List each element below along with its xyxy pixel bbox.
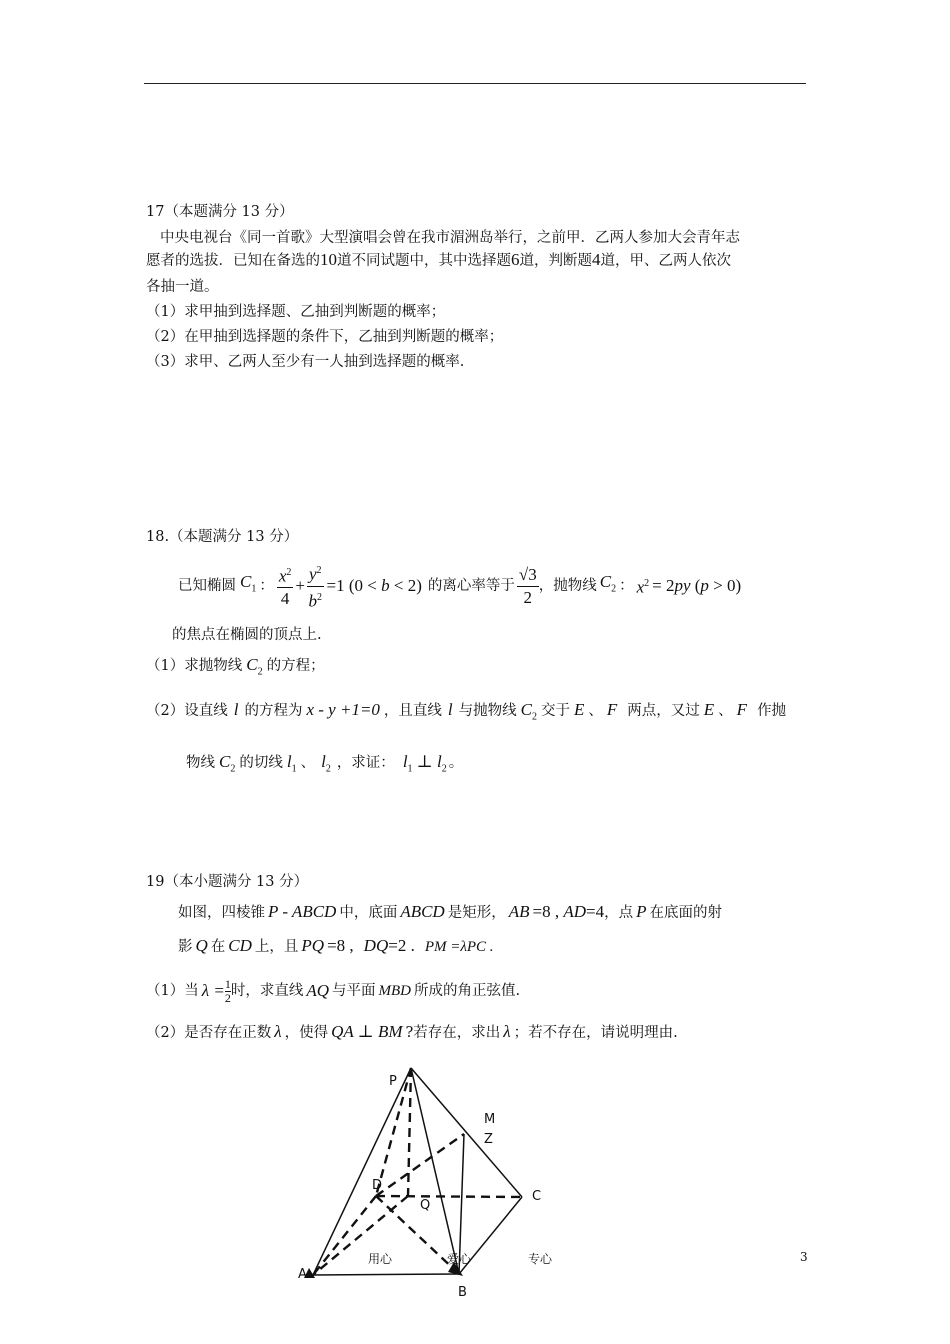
label-A: A bbox=[298, 1267, 307, 1282]
fraction-y2-b2: $\frac{y^2}{b^2}$ bbox=[307, 560, 324, 612]
q17-part2: （2）在甲抽到选择题的条件下，乙抽到判断题的概率； bbox=[146, 329, 504, 345]
q17-part1: （1）求甲抽到选择题、乙抽到判断题的概率； bbox=[146, 304, 446, 320]
label-M: M bbox=[484, 1112, 496, 1127]
q18-line2: 的焦点在椭圆的顶点上. bbox=[172, 627, 322, 643]
footer-word-1: 用心 bbox=[368, 1252, 393, 1266]
dashed-DC bbox=[376, 1196, 522, 1197]
label-D: D bbox=[372, 1178, 383, 1193]
dashed-PQ bbox=[408, 1068, 411, 1196]
label-B: B bbox=[458, 1285, 467, 1300]
label-C: C bbox=[532, 1189, 542, 1204]
edge-PC bbox=[411, 1068, 522, 1197]
page-number: 3 bbox=[800, 1250, 808, 1264]
q19-line1: 如图，四棱锥 P - ABCD 中，底面 ABCD 是矩形， AB =8 , AD=4，点 P 在底面的射 bbox=[178, 902, 722, 921]
q17-part3: （3）求甲、乙两人至少有一人抽到选择题的概率. bbox=[146, 354, 465, 370]
q19-title: 19（本小题满分 13 分） bbox=[146, 874, 309, 890]
q17-title: 17（本题满分 13 分） bbox=[146, 204, 294, 220]
label-Q: Q bbox=[420, 1198, 431, 1213]
q17-line1: 中央电视台《同一首歌》大型演唱会曾在我市湄洲岛举行，之前甲．乙两人参加大会青年志 bbox=[160, 230, 740, 246]
q19-part1: （1）当 λ = $\frac{1}{2}$ 时，求直线 AQ 与平面 MBD 所成的角正弦值. bbox=[146, 976, 521, 1005]
q18-part2-line2: 物线 $C_2$ 的切线 $l_1$ 、 $l_2$ ，求证： $l_1$ ⊥ $l_2$ 。 bbox=[186, 752, 464, 775]
edge-PB bbox=[411, 1068, 459, 1274]
q18-part2-line1: （2）设直线 l 的方程为 x - y +1=0 ，且直线 l 与抛物线 $C_2$ 交于 E 、 F 两点，又过 E 、 F 作抛 bbox=[146, 700, 787, 723]
dashed-QA bbox=[313, 1196, 408, 1275]
label-P: P bbox=[389, 1074, 397, 1089]
q18-title: 18.（本题满分 13 分） bbox=[146, 529, 299, 545]
fraction-one-half: $\frac{1}{2}$ bbox=[224, 976, 231, 1005]
q18-statement: 已知椭圆 $C_1$ ： $\frac{x^2}{4}$ + $\frac{y^2}{b^2}$ =1 (0 < b < 2) 的离心率等于 $\frac{√3}{2}$ ，抛物线 $C_2$ ： $x^2$ = 2py (p > 0) bbox=[178, 560, 741, 612]
q19-part2: （2）是否存在正数 λ ，使得 QA ⊥ BM ?若存在，求出 λ ；若不存在，请说明理由. bbox=[146, 1022, 678, 1041]
q18-part1: （1）求抛物线 $C_2$ 的方程； bbox=[146, 655, 325, 678]
edge-AB bbox=[313, 1274, 459, 1275]
fraction-x2-4: $\frac{x^2}{4}$ bbox=[277, 562, 294, 611]
q17-line3: 各抽一道。 bbox=[146, 279, 219, 295]
footer-word-2: 爱心 bbox=[447, 1252, 472, 1266]
label-Z: Z bbox=[484, 1132, 493, 1147]
footer-word-3: 专心 bbox=[528, 1252, 553, 1266]
edge-PA bbox=[313, 1068, 411, 1275]
q17-line2: 愿者的选拔．已知在备选的10道不同试题中，其中选择题6道，判断题4道，甲、乙两人依次 bbox=[146, 250, 731, 269]
q19-line2: 影 Q 在 CD 上，且 PQ =8 , DQ=2 . PM =λPC . bbox=[178, 936, 494, 955]
fraction-sqrt3-2: $\frac{√3}{2}$ bbox=[518, 564, 537, 607]
